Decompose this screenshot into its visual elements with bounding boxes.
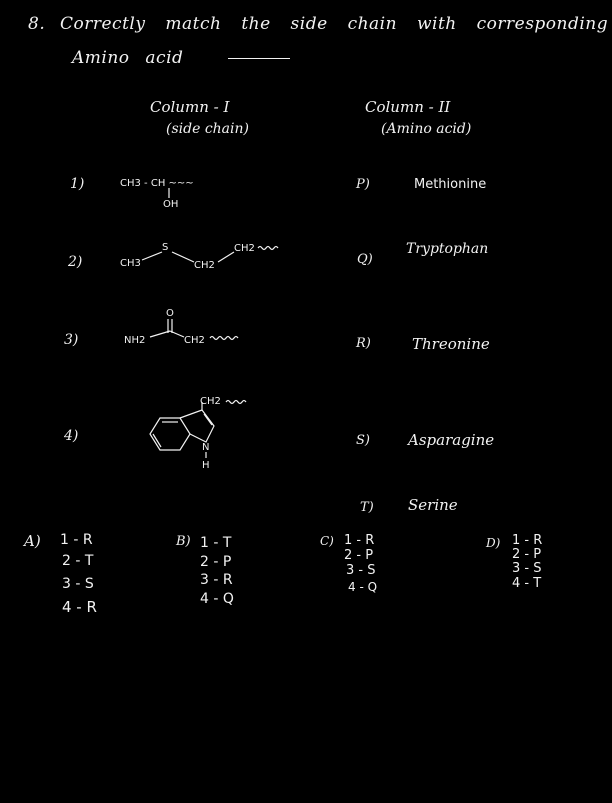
option-a-line-1: 1 - R: [60, 532, 93, 548]
amino-name-methionine: Methionine: [414, 177, 487, 192]
amino-name-threonine: Threonine: [412, 335, 490, 353]
amino-label-p: P): [356, 177, 370, 192]
option-b-line-4: 4 - Q: [200, 591, 234, 607]
option-c-label: C): [320, 534, 334, 548]
amino-label-s: S): [356, 433, 370, 448]
option-c-line-2: 2 - P: [344, 548, 374, 563]
amino-name-serine: Serine: [408, 496, 458, 514]
amino-name-tryptophan: Tryptophan: [406, 241, 489, 257]
answer-blank-line: [228, 58, 290, 59]
amino-name-asparagine: Asparagine: [408, 431, 495, 449]
side-chain-2-ch2-b: CH2: [234, 243, 255, 254]
side-chain-4-h: H: [202, 460, 210, 471]
side-chain-2-label: 2): [68, 254, 83, 270]
side-chain-3-ch2: CH2: [184, 335, 205, 346]
option-b-label: B): [176, 534, 191, 549]
amino-label-r: R): [356, 336, 371, 351]
column-2-subtitle: (Amino acid): [381, 121, 472, 137]
side-chain-2-ch3: CH3: [120, 258, 141, 269]
option-b-line-2: 2 - P: [200, 554, 232, 570]
side-chain-3-o: O: [166, 308, 174, 319]
option-a-line-2: 2 - T: [62, 553, 94, 569]
option-c-line-3: 3 - S: [346, 563, 376, 578]
side-chain-4-ch2: CH2: [200, 396, 221, 407]
question-text-line1: Correctly match the side chain with corresponding: [60, 14, 609, 34]
side-chain-1-formula: CH3 - CH ~~~: [120, 178, 194, 189]
option-d-line-3: 3 - S: [512, 561, 542, 576]
side-chain-2-ch2-a: CH2: [194, 260, 215, 271]
column-1-title: Column - I: [150, 98, 230, 116]
option-c-line-4: 4 - Q: [348, 580, 378, 594]
option-d-line-4: 4 - T: [512, 576, 542, 591]
side-chain-2-s: S: [162, 242, 169, 253]
column-1-subtitle: (side chain): [166, 121, 249, 137]
side-chain-3-label: 3): [64, 332, 79, 348]
option-a-label: A): [24, 532, 41, 550]
amino-label-t: T): [360, 500, 374, 515]
side-chain-4-indole-structure: [136, 392, 266, 472]
side-chain-4-label: 4): [64, 428, 79, 444]
question-number: 8.: [28, 14, 46, 34]
option-d-line-1: 1 - R: [512, 533, 543, 548]
question-text-line2: Amino acid: [72, 48, 184, 68]
option-d-label: D): [486, 536, 501, 550]
side-chain-1-label: 1): [70, 176, 85, 192]
option-b-line-3: 3 - R: [200, 572, 233, 588]
side-chain-3-structure: [122, 306, 262, 350]
option-a-line-4: 4 - R: [62, 598, 97, 616]
option-a-line-3: 3 - S: [62, 576, 94, 592]
column-2-title: Column - II: [365, 98, 451, 116]
option-d-line-2: 2 - P: [512, 547, 542, 562]
option-c-line-1: 1 - R: [344, 533, 375, 548]
amino-label-q: Q): [357, 252, 373, 267]
side-chain-3-nh2: NH2: [124, 335, 146, 346]
side-chain-1-oh: OH: [163, 199, 179, 210]
side-chain-4-n: N: [202, 442, 210, 453]
option-b-line-1: 1 - T: [200, 535, 232, 551]
side-chain-2-structure: [118, 238, 298, 274]
